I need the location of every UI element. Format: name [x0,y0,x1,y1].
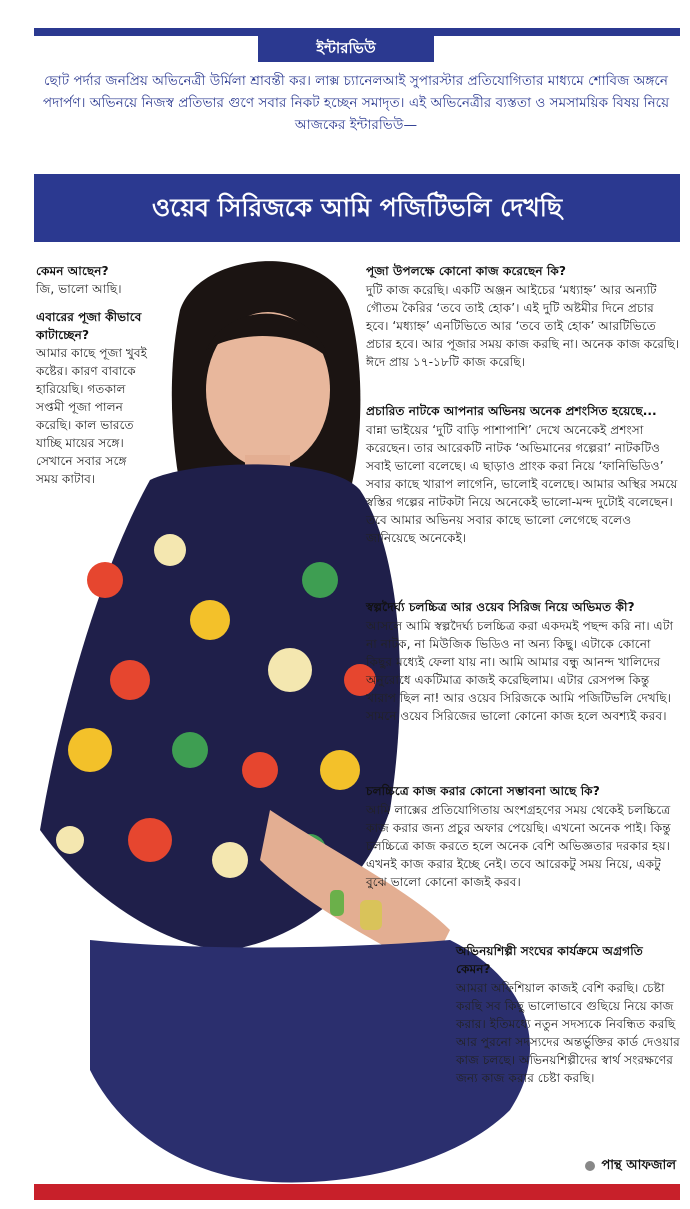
headline: ওয়েব সিরিজকে আমি পজিটিভলি দেখছি [34,174,680,242]
answer: আমরা অফিশিয়াল কাজই বেশি করছি। চেষ্টা করছি সব কিছু ভালোভাবে গুছিয়ে নিয়ে কাজ করার। ইতিমধ্যে নতুন সদস্যকে নিবন্ধিত করছি আর পুরনো সদস্যদের অন্তর্ভুক্তির কার্ড দেওয়ার কাজ চলছে। অভিনয়শিল্পীদের স্বার্থ সংরক্ষণের জন্য কাজ করার চেষ্টা করছি। [456,981,680,1085]
answer: আমি লাক্সের প্রতিযোগিতায় অংশগ্রহণের সময় থেকেই চলচ্চিত্রে কাজ করার জন্য প্রচুর অফার পেয়েছি। এখনো অনেক পাই। কিন্তু চলচ্চিত্রে কাজ করতে হলে অনেক বেশি অভিজ্ঞতার দরকার হয়। এখনই কাজ করার ইচ্ছে নেই। তবে আরেকটু সময় নিয়ে, একটু বুঝে ভালো কোনো কাজই করব। [366,803,671,889]
answer: বান্না ভাইয়ের ‘দুটি বাড়ি পাশাপাশি’ দেখে অনেকেই প্রশংসা করেছেন। তার আরেকটি নাটক ‘অভিমানের গল্পেরা’ নাটকটিও সবাই ভালো বলেছে। এ ছাড়াও প্রাংক করা নিয়ে ‘ফানিভিডিও’ সবার কাছে খারাপ লাগেনি, ভালোই বলেছে। আমার অস্থির সময়ে স্বস্তির গল্পের নাটকটা নিয়ে অনেকেই ভালো-মন্দ দুটোই বলেছেন। তবে আমার অভিনয় সবার কাছে ভালো লেগেছে বলেও জানিয়েছে অনেকেই। [366,423,678,545]
answer: আসলে আমি স্বল্পদৈর্ঘ্য চলচ্চিত্র করা একদমই পছন্দ করি না। এটা না নাটক, না মিউজিক ভিডিও না অন্য কিছু। এটাকে কোনো কিছুর মধ্যেই ফেলা যায় না। আমি আমার বন্ধু আনন্দ খালিদের অনুরোধে একটিমাত্র কাজই করেছিলাম। এটার রেসপন্স কিন্তু খারাপ ছিল না! আর ওয়েব সিরিজকে আমি পজিটিভলি দেখছি। সামনে ওয়েব সিরিজের ভালো কোনো কাজ হলে অবশ্যই করব। [366,619,673,723]
qa-block [456,942,680,1097]
question: অভিনয়শিল্পী সংঘের কার্যক্রমে অগ্রগতি কেমন? [456,944,643,976]
question: পূজা উপলক্ষে কোনো কাজ করেছেন কি? [366,264,566,278]
answer: জি, ভালো আছি। [36,282,122,296]
qa-block [366,262,680,381]
question: প্রচারিত নাটকে আপনার অভিনয় অনেক প্রশংসিত হয়েছে... [366,404,657,418]
byline-text: পান্থ আফজাল [601,1158,676,1173]
intro-paragraph: ছোট পর্দার জনপ্রিয় অভিনেত্রী উর্মিলা শ্রাবন্তী কর। লাক্স চ্যানেলআই সুপারস্টার প্রতিযোগিতার মাধ্যমে শোবিজ অঙ্গনে পদার্পণ। অভিনয়ে নিজস্ব প্রতিভার গুণে সবার নিকট হচ্ছেন সমাদৃত। এই অভিনেত্রীর ব্যস্ততা ও সমসাময়িক বিষয় নিয়ে আজকের ইন্টারভিউ— [42,73,670,133]
question: এবারের পূজা কীভাবে কাটাচ্ছেন? [36,310,142,342]
question: কেমন আছেন? [36,264,109,278]
section-tag: ইন্টারভিউ [258,34,434,62]
byline [585,1156,676,1177]
qa-block [366,402,680,557]
bottom-rule [34,1184,680,1200]
question: চলচ্চিত্রে কাজ করার কোনো সম্ভাবনা আছে কি? [366,784,600,798]
qa-block [366,598,680,735]
bullet-icon [585,1161,595,1171]
answer: দুটি কাজ করেছি। একটি অঞ্জন আইচের ‘মধ্যাহ্ন’ আর অন্যটি গৌতম কৈরির ‘তবে তাই হোক’। এই দুটি অষ্টমীর দিনে প্রচার হবে। ‘মধ্যাহ্ন’ এনটিভিতে আর ‘তবে তাই হোক’ আরটিভিতে প্রচার হবে। আর পূজার সময় কাজ করছি না। অনেক কাজ করেছি। ঈদে প্রায় ১৭-১৮টি কাজ করেছি। [366,283,680,369]
qa-block [366,782,680,901]
question: স্বল্পদৈর্ঘ্য চলচ্চিত্র আর ওয়েব সিরিজ নিয়ে অভিমত কী? [366,600,635,614]
left-qa-column [36,262,152,498]
answer: আমার কাছে পূজা খুবই কষ্টের। কারণ বাবাকে হারিয়েছি। গতকাল সপ্তমী পূজা পালন করেছি। কাল ভারতে যাচ্ছি মায়ের সঙ্গে। সেখানে সবার সঙ্গে সময় কাটাব। [36,346,148,486]
